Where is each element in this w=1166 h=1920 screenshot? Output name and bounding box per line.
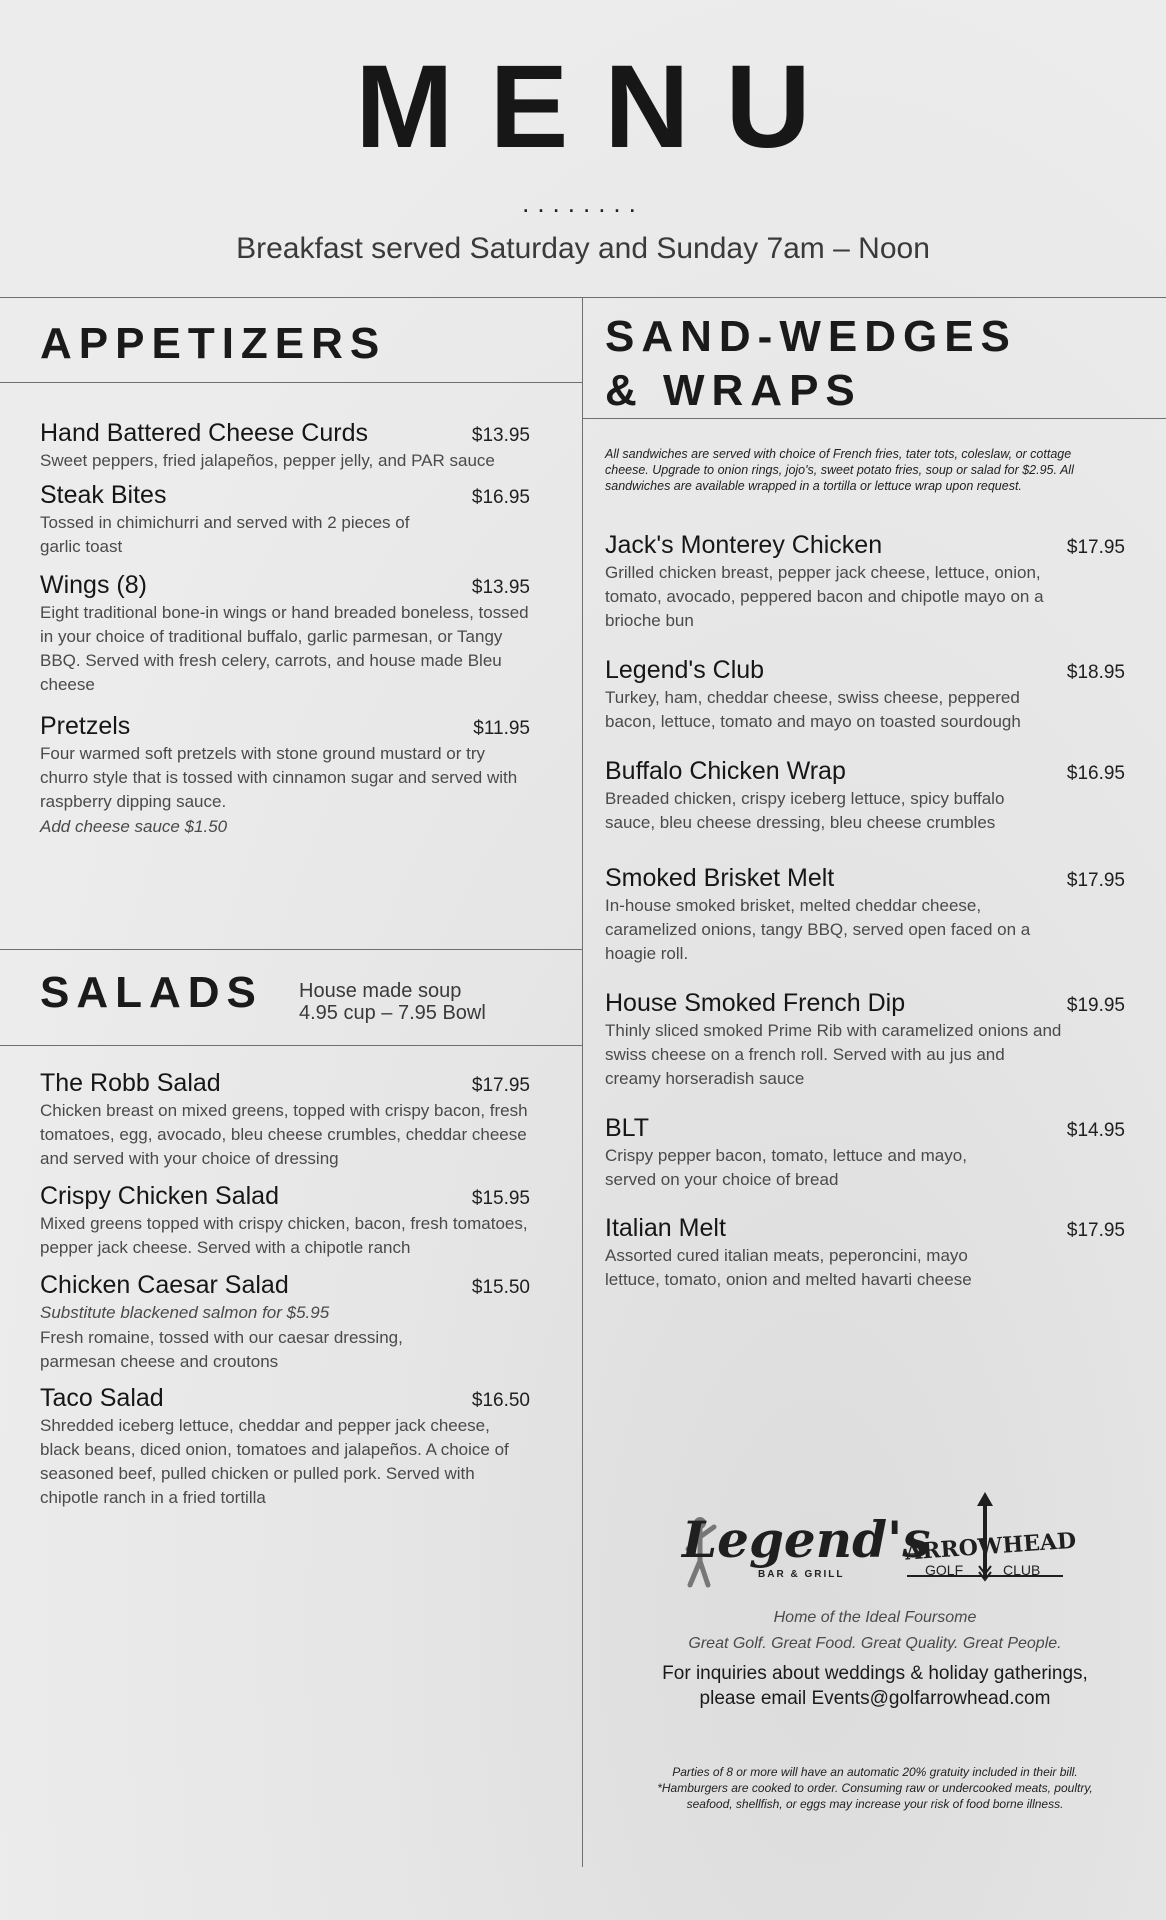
inquiry-line-1: For inquiries about weddings & holiday gatherings,: [662, 1663, 1088, 1684]
item-price: $15.95: [471, 1188, 530, 1209]
item-name: Crispy Chicken Salad: [40, 1182, 279, 1210]
menu-item: [40, 1068, 530, 1171]
item-name: Smoked Brisket Melt: [605, 864, 835, 892]
appetizers-heading: APPETIZERS: [40, 319, 387, 368]
item-price: $13.95: [471, 425, 530, 446]
item-description: Eight traditional bone-in wings or hand breaded boneless, tossed in your choice of traditional buffalo, garlic parmesan, or Tangy BBQ. Served with fresh celery, carrots, and house made Bleu cheese: [40, 603, 529, 694]
inquiry-line-2: please email Events@golfarrowhead.com: [699, 1688, 1051, 1709]
item-name: BLT: [605, 1114, 649, 1142]
legends-wordmark: Legend's: [682, 1510, 931, 1569]
divider-appetizers: [0, 382, 582, 383]
menu-item: [605, 863, 1125, 966]
menu-item: [40, 1181, 530, 1260]
item-name: Wings (8): [40, 571, 147, 599]
fine-print: [600, 1764, 1150, 1812]
item-name: Taco Salad: [40, 1384, 164, 1412]
arrowhead-golf: GOLF: [925, 1562, 964, 1578]
item-name: Legend's Club: [605, 656, 765, 684]
item-description: Four warmed soft pretzels with stone ground mustard or try churro style that is tossed with cinnamon sugar and served with raspberry dipping sauce.: [40, 744, 518, 811]
item-description: Fresh romaine, tossed with our caesar dressing, parmesan cheese and croutons: [40, 1328, 403, 1371]
item-description: Assorted cured italian meats, peperoncini, mayo lettuce, tomato, onion and melted havarti cheese: [605, 1246, 972, 1289]
item-description: Thinly sliced smoked Prime Rib with caramelized onions and swiss cheese on a french roll. Served with au jus and creamy horseradish sauce: [605, 1021, 1062, 1088]
item-price: $15.50: [471, 1277, 530, 1298]
item-price: $11.95: [473, 718, 530, 739]
sandwiches-heading-line2: & WRAPS: [605, 366, 862, 415]
divider-salads-top: [0, 949, 582, 950]
legends-logo: [676, 1505, 931, 1600]
tagline-1: Home of the Ideal Foursome: [773, 1609, 977, 1626]
item-price: $17.95: [1066, 1220, 1125, 1241]
menu-item: [605, 1113, 1125, 1192]
fine-print-1: Parties of 8 or more will have an automatic 20% gratuity included in their bill.: [672, 1765, 1078, 1779]
divider-salads-bottom: [0, 1045, 582, 1046]
divider-vertical: [582, 297, 583, 1867]
item-description: Crispy pepper bacon, tomato, lettuce and mayo, served on your choice of bread: [605, 1146, 967, 1189]
menu-item: [605, 988, 1125, 1091]
menu-item: [40, 1270, 530, 1374]
soup-label: House made soup: [299, 980, 462, 1002]
menu-item: [40, 570, 530, 697]
item-description: Shredded iceberg lettuce, cheddar and pepper jack cheese, black beans, diced onion, tomatoes and jalapeños. A choice of seasoned beef, pulled chicken or pulled pork. Served with chipotle ranch in a fried tortilla: [40, 1416, 509, 1507]
item-name: Chicken Caesar Salad: [40, 1271, 289, 1299]
item-name: House Smoked French Dip: [605, 989, 906, 1017]
fine-print-3: seafood, shellfish, or eggs may increase your risk of food borne illness.: [686, 1797, 1064, 1811]
item-name: Jack's Monterey Chicken: [605, 531, 883, 559]
fine-print-2: *Hamburgers are cooked to order. Consuming raw or undercooked meats, poultry,: [657, 1781, 1093, 1795]
arrowhead-club: CLUB: [1003, 1562, 1041, 1578]
menu-item: [40, 480, 530, 559]
item-description: In-house smoked brisket, melted cheddar cheese, caramelized onions, tangy BBQ, served open faced on a hoagie roll.: [605, 896, 1031, 963]
item-price: $13.95: [471, 577, 530, 598]
item-name: Buffalo Chicken Wrap: [605, 757, 846, 785]
page-title: MENU: [355, 41, 847, 173]
item-price: $19.95: [1066, 995, 1125, 1016]
soup-info: [299, 980, 486, 1024]
item-description: Breaded chicken, crispy iceberg lettuce, spicy buffalo sauce, bleu cheese dressing, bleu cheese crumbles: [605, 789, 1005, 832]
breakfast-hours: Breakfast served Saturday and Sunday 7am – Noon: [236, 232, 930, 265]
menu-item: [605, 1213, 1125, 1292]
item-price: $18.95: [1066, 662, 1125, 683]
soup-prices: 4.95 cup – 7.95 Bowl: [299, 1002, 486, 1024]
sandwich-note: All sandwiches are served with choice of French fries, tater tots, coleslaw, or cottage cheese. Upgrade to onion rings, jojo's, sweet potato fries, soup or salad for $2.95. All sandwiches are available wrapped in a tortilla or lettuce wrap upon request.: [605, 447, 1074, 493]
taglines: [600, 1605, 1150, 1657]
item-price: $14.95: [1066, 1120, 1125, 1141]
menu-item: [605, 530, 1125, 633]
item-note: Substitute blackened salmon for $5.95: [40, 1303, 330, 1322]
sandwiches-heading-line1: SAND-WEDGES: [605, 312, 1017, 361]
item-description: Mixed greens topped with crispy chicken, bacon, fresh tomatoes, pepper jack cheese. Served with a chipotle ranch: [40, 1214, 528, 1257]
item-description: Tossed in chimichurri and served with 2 pieces of garlic toast: [40, 513, 410, 556]
menu-item: [40, 418, 530, 473]
item-name: Italian Melt: [605, 1214, 726, 1242]
legends-subtitle: BAR & GRILL: [758, 1569, 845, 1580]
menu-item: [40, 1383, 530, 1510]
item-description: Turkey, ham, cheddar cheese, swiss cheese, peppered bacon, lettuce, tomato and mayo on toasted sourdough: [605, 688, 1021, 731]
sandwiches-heading: [605, 310, 1017, 418]
item-description: Chicken breast on mixed greens, topped with crispy bacon, fresh tomatoes, egg, avocado, bleu cheese crumbles, cheddar cheese and served with your choice of dressing: [40, 1101, 528, 1168]
menu-item: [605, 655, 1125, 734]
item-note: Add cheese sauce $1.50: [40, 817, 228, 836]
item-name: Steak Bites: [40, 481, 167, 509]
decorative-dots: ........: [522, 188, 644, 218]
divider-sandwiches: [582, 418, 1166, 419]
item-price: $17.95: [1066, 870, 1125, 891]
item-name: The Robb Salad: [40, 1069, 221, 1097]
item-price: $16.95: [471, 487, 530, 508]
item-price: $17.95: [471, 1075, 530, 1096]
item-name: Hand Battered Cheese Curds: [40, 419, 368, 447]
divider-top: [0, 297, 1166, 298]
item-name: Pretzels: [40, 712, 131, 740]
item-price: $16.95: [1066, 763, 1125, 784]
menu-item: [40, 711, 530, 839]
arrowhead-wordmark: ARROWHEAD: [904, 1527, 1077, 1566]
item-price: $17.95: [1066, 537, 1125, 558]
item-price: $16.50: [471, 1390, 530, 1411]
item-description: Sweet peppers, fried jalapeños, pepper jelly, and PAR sauce: [40, 451, 495, 470]
tagline-2: Great Golf. Great Food. Great Quality. Great People.: [688, 1635, 1062, 1652]
arrowhead-logo: [904, 1490, 1077, 1600]
item-description: Grilled chicken breast, pepper jack cheese, lettuce, onion, tomato, avocado, peppered bacon and chipotle mayo on a brioche bun: [605, 563, 1044, 630]
menu-item: [605, 756, 1125, 835]
inquiry: [600, 1661, 1150, 1711]
salads-heading: SALADS: [40, 968, 263, 1017]
